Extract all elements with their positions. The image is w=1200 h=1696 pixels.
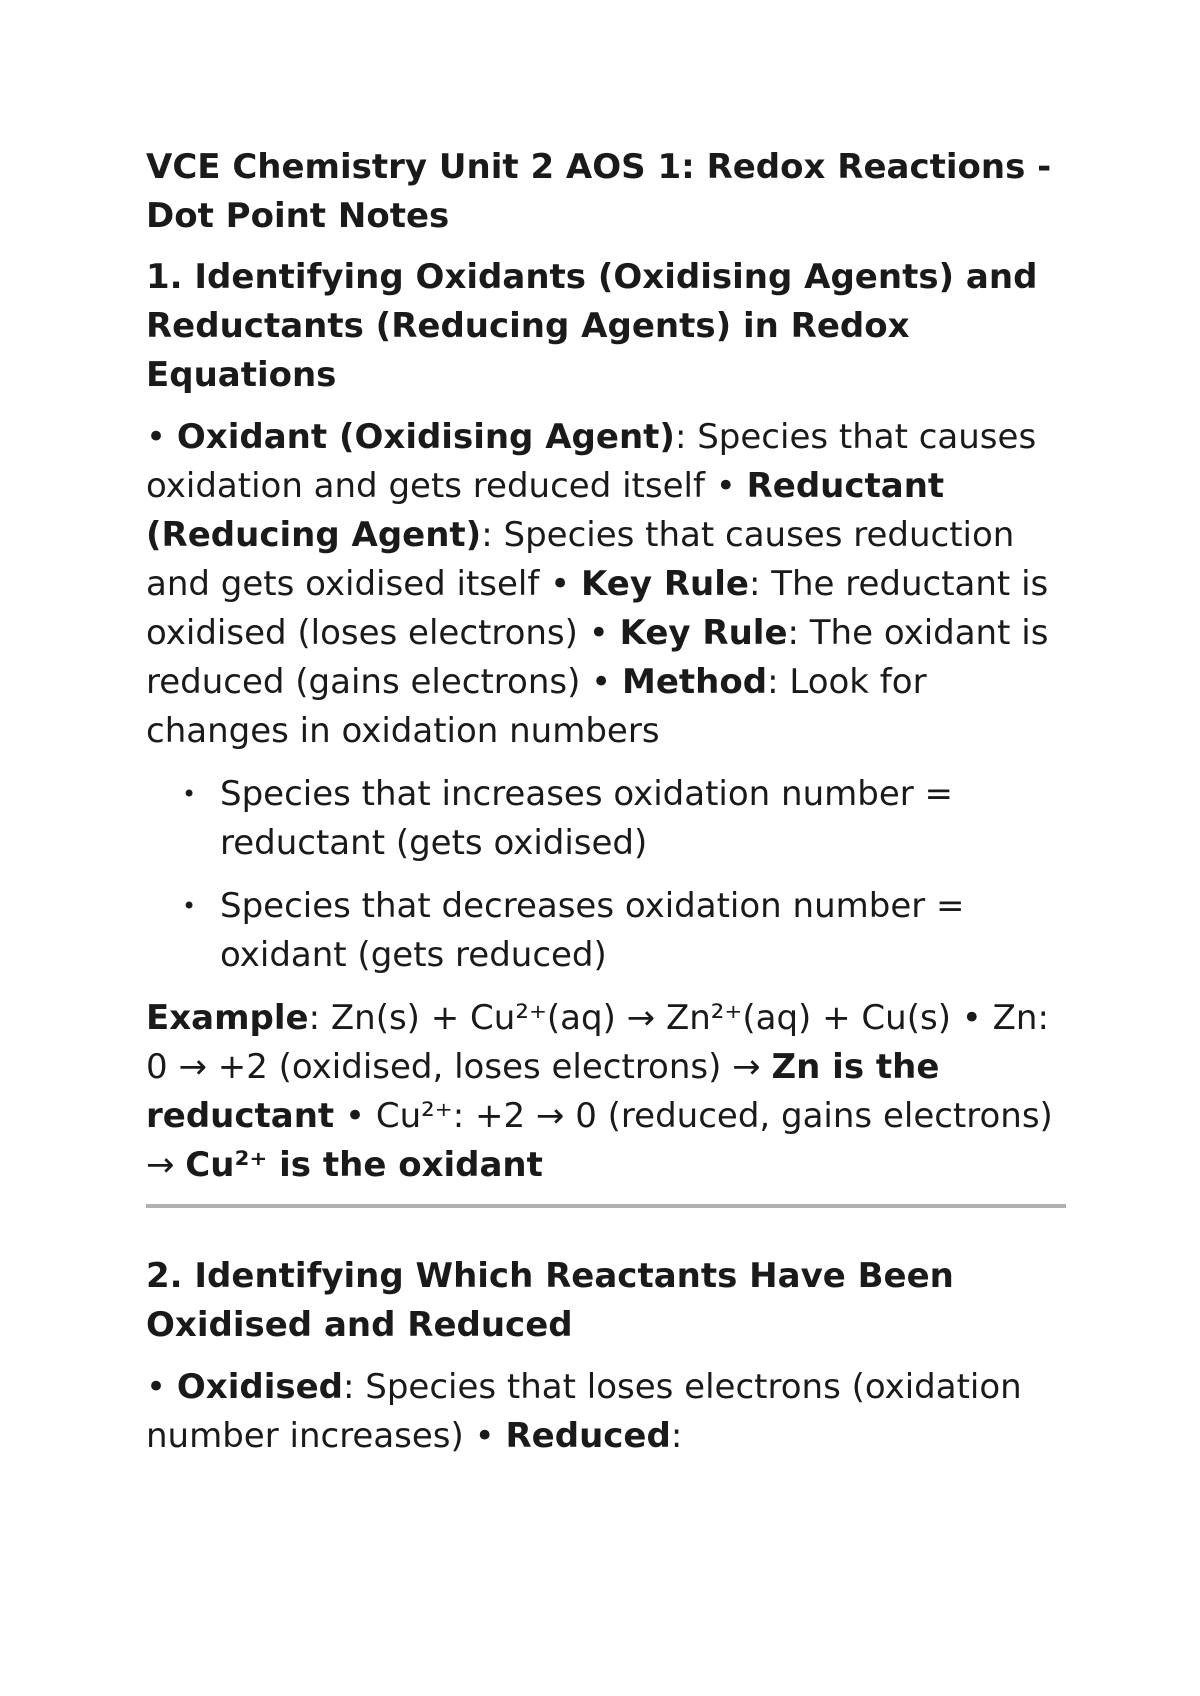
cu-conclusion: Cu²⁺ is the oxidant [185, 1145, 543, 1185]
method-definition: : Look for changes in oxidation numbers [146, 662, 927, 751]
section-1-heading: 1. Identifying Oxidants (Oxidising Agents) and Reductants (Reducing Agents) in Redox Equations [146, 257, 1038, 395]
example-paragraph [146, 994, 1066, 1190]
bullet: • [182, 892, 197, 920]
oxidant-term: Oxidant (Oxidising Agent) [176, 417, 675, 457]
bullet: • [474, 1416, 495, 1456]
example-equation: : Zn(s) + Cu²⁺(aq) → Zn²⁺(aq) + Cu(s) [308, 998, 962, 1038]
section-divider [146, 1204, 1066, 1208]
bullet: • [588, 613, 609, 653]
list-item [146, 770, 1066, 868]
example-term: Example [146, 998, 309, 1038]
reduced-term: Reduced [505, 1416, 671, 1456]
document-title: VCE Chemistry Unit 2 AOS 1: Redox Reactions - Dot Point Notes [146, 147, 1052, 236]
reduced-definition: : [670, 1416, 683, 1456]
reductant-definition: : Species that causes reduction and gets oxidised itself [146, 515, 1015, 604]
zn-oxidation-line: Zn: 0 → +2 (oxidised, loses electrons) → [146, 998, 1049, 1087]
key-rule-term: Key Rule [619, 613, 788, 653]
zn-conclusion: Zn is the reductant [146, 1047, 940, 1136]
sub-bullet-text: Species that decreases oxidation number = oxidant (gets reduced) [220, 886, 965, 975]
bullet: • [550, 564, 571, 604]
bullet: • [146, 417, 167, 457]
bullet: • [182, 780, 197, 808]
reductant-term: Reductant (Reducing Agent) [146, 466, 945, 555]
bullet: • [345, 1096, 366, 1136]
method-sub-bullets [146, 770, 1066, 980]
section-1-definitions [146, 413, 1066, 756]
key-rule-1: : The reductant is oxidised (loses electrons) [146, 564, 1049, 653]
method-term: Method [622, 662, 768, 702]
section-2-definitions [146, 1363, 1066, 1461]
bullet: • [146, 1367, 167, 1407]
bullet: • [591, 662, 612, 702]
oxidant-definition: : Species that causes oxidation and gets reduced itself [146, 417, 1037, 506]
bullet: • [715, 466, 736, 506]
oxidised-term: Oxidised [176, 1367, 343, 1407]
bullet: • [961, 998, 982, 1038]
sub-bullet-text: Species that increases oxidation number = reductant (gets oxidised) [220, 774, 954, 863]
document-page [146, 143, 1066, 1475]
cu-reduction-line: Cu²⁺: +2 → 0 (reduced, gains electrons) → [146, 1096, 1053, 1185]
list-item [146, 882, 1066, 980]
oxidised-definition: : Species that loses electrons (oxidation number increases) [146, 1367, 1022, 1456]
section-2-heading: 2. Identifying Which Reactants Have Been Oxidised and Reduced [146, 1256, 954, 1345]
key-rule-2: : The oxidant is reduced (gains electrons) [146, 613, 1049, 702]
key-rule-term: Key Rule [581, 564, 749, 604]
